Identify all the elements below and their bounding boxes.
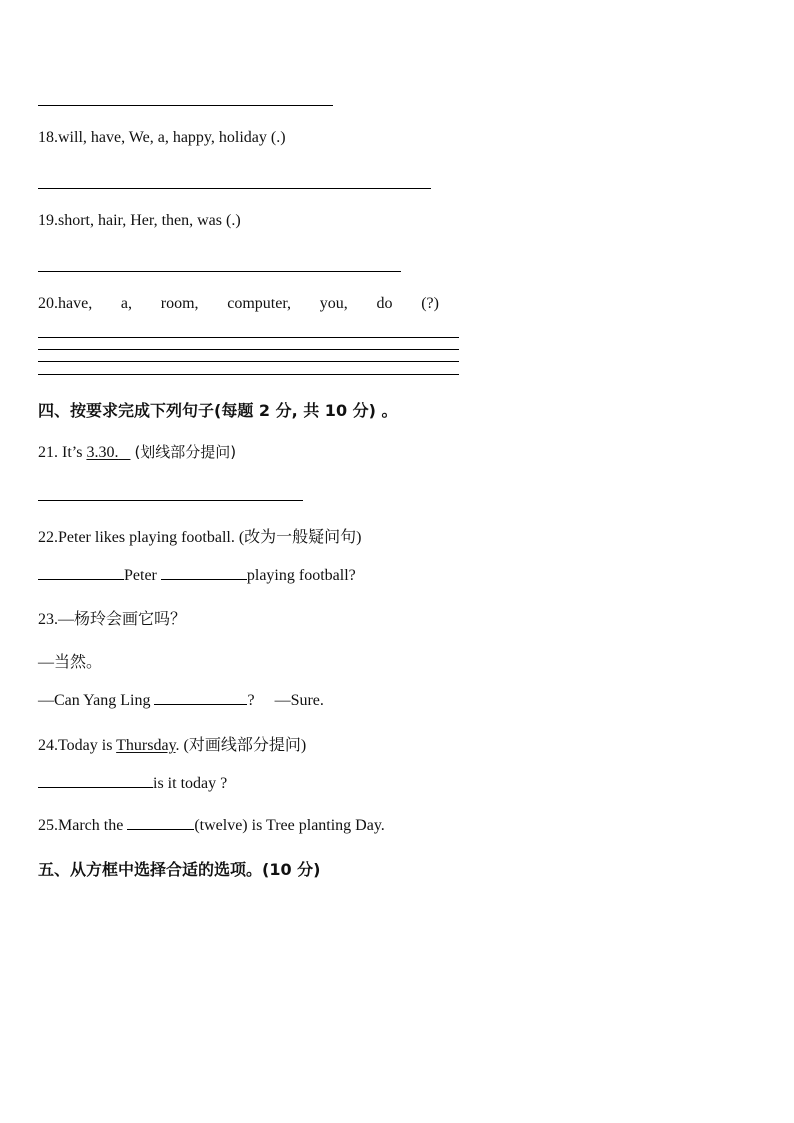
q20-prompt	[38, 295, 439, 313]
q22-prompt: 22.Peter likes playing football. (改为一般疑问句)	[38, 529, 362, 546]
q20-word: you,	[319, 295, 348, 312]
q21-prefix: 21. It’s	[38, 444, 83, 461]
q23-reply-cn: —当然。	[38, 654, 103, 671]
q23-answer-start: —Can Yang Ling	[38, 692, 151, 709]
q23-answer-qmark: ?	[247, 692, 255, 709]
q20-answer-line[interactable]	[38, 374, 459, 375]
q25-prompt	[38, 815, 385, 835]
q22-answer	[38, 565, 356, 585]
q23-blank[interactable]	[154, 690, 247, 705]
q22-blank-1[interactable]	[38, 565, 124, 580]
q20-answer-line[interactable]	[38, 361, 459, 362]
q20-word: 20.have,	[38, 295, 93, 312]
q20-answer-line[interactable]	[38, 337, 459, 338]
q23-answer-reply: —Sure.	[274, 692, 324, 709]
q20-answer-line[interactable]	[38, 349, 459, 350]
section-5-heading: 五、从方框中选择合适的选项。(10 分)	[38, 860, 321, 879]
q25-prefix: 25.March the	[38, 817, 124, 834]
q21-answer-line[interactable]	[38, 500, 303, 501]
q17-answer-line[interactable]	[38, 105, 333, 106]
q21-underlined-time: 3.30.	[86, 444, 119, 461]
q24-underlined-day: Thursday	[116, 737, 176, 754]
section-4-heading: 四、按要求完成下列句子(每题 2 分, 共 10 分) 。	[38, 401, 398, 420]
q19-answer-line[interactable]	[38, 271, 401, 272]
q21-note: (划线部分提问)	[134, 443, 237, 461]
q18-prompt: 18.will, have, We, a, happy, holiday (.)	[38, 129, 286, 146]
q23-answer	[38, 690, 324, 710]
q22-answer-middle: Peter	[124, 567, 157, 584]
q19-prompt: 19.short, hair, Her, then, was (.)	[38, 212, 241, 229]
q24-prompt	[38, 732, 306, 755]
q20-word: (?)	[421, 295, 439, 312]
q21-prompt	[38, 441, 236, 462]
q24-prefix: 24.Today is	[38, 737, 113, 754]
q25-suffix: (twelve) is Tree planting Day.	[194, 817, 385, 834]
q23-prompt: 23.—杨玲会画它吗？	[38, 611, 187, 628]
q25-blank[interactable]	[127, 815, 194, 830]
q20-word: computer,	[227, 295, 292, 312]
q24-blank[interactable]	[38, 773, 153, 788]
q20-word: do	[376, 295, 393, 312]
q24-suffix: . (对画线部分提问)	[175, 737, 307, 754]
q22-answer-end: playing football?	[246, 567, 356, 584]
q24-answer-end: is it today ?	[153, 775, 228, 792]
q24-answer	[38, 773, 227, 793]
q18-answer-line[interactable]	[38, 188, 431, 189]
q22-blank-2[interactable]	[161, 565, 247, 580]
q20-word: a,	[120, 295, 133, 312]
q20-word: room,	[160, 295, 199, 312]
